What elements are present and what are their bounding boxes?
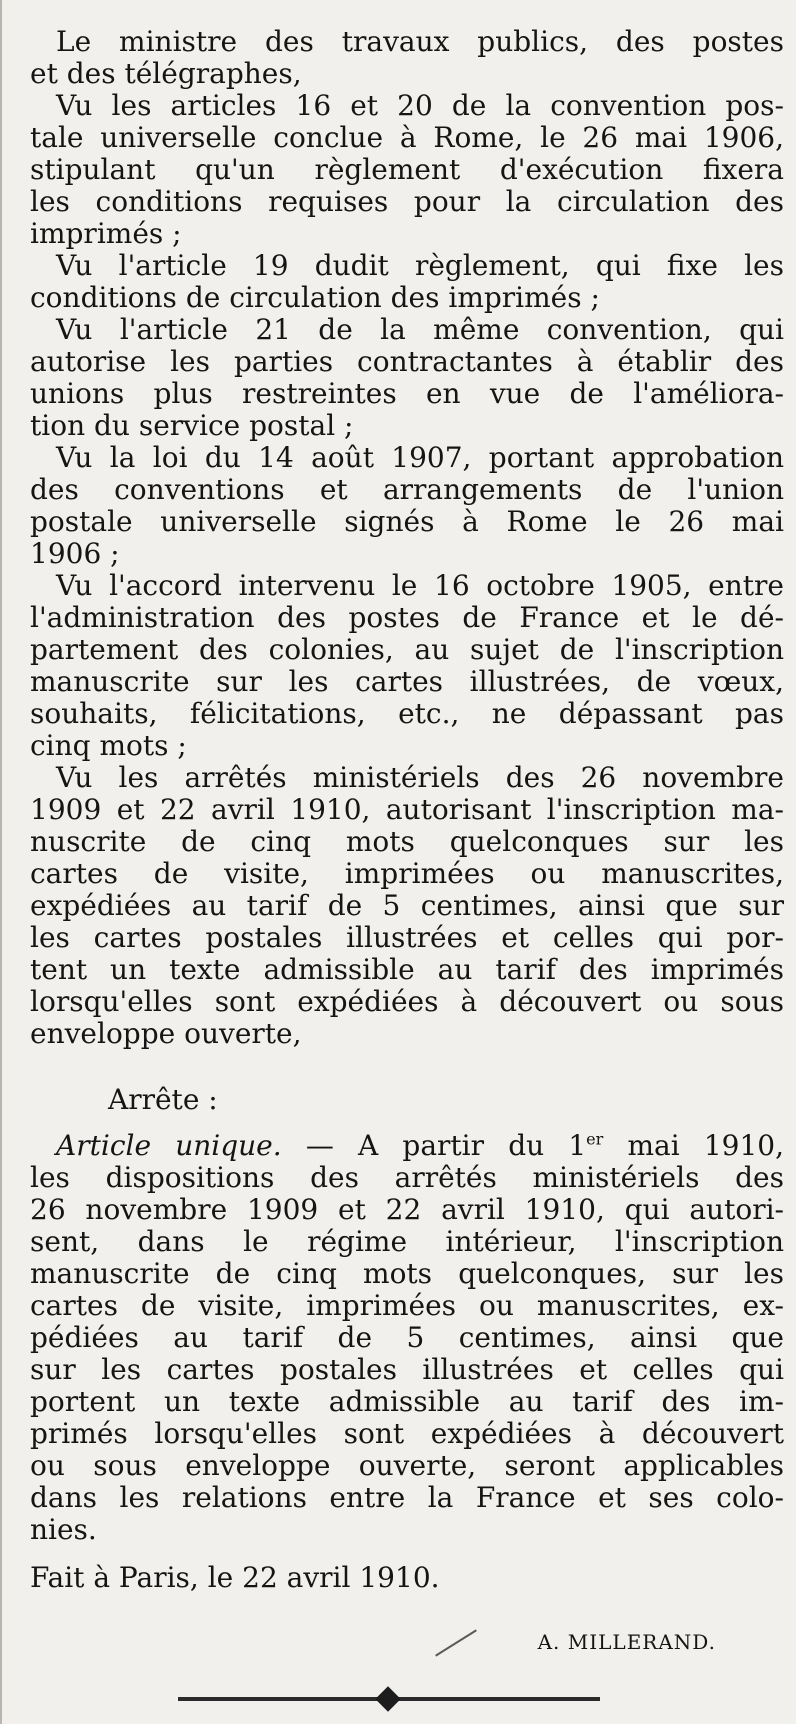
paragraph-line: Vu les arrêtés ministériels des 26 novembre <box>56 761 784 794</box>
paragraph-line: tent un texte admissible au tarif des imprimés <box>30 953 784 986</box>
article-line: 26 novembre 1909 et 22 avril 1910, qui autori- <box>30 1193 784 1226</box>
paragraph-line: tion du service postal ; <box>30 409 354 442</box>
article-body <box>30 1162 784 1546</box>
paragraph-line: tale universelle conclue à Rome, le 26 mai 1906, <box>30 121 784 154</box>
paragraph-line: cinq mots ; <box>30 729 187 762</box>
paragraph-line: 1909 et 22 avril 1910, autorisant l'inscription ma- <box>30 793 784 826</box>
paragraph-line: enveloppe ouverte, <box>30 1017 302 1050</box>
paragraph-line: Vu la loi du 14 août 1907, portant approbation <box>56 441 784 474</box>
article-line: portent un texte admissible au tarif des im- <box>30 1385 784 1418</box>
paragraph-line: expédiées au tarif de 5 centimes, ainsi que sur <box>30 889 784 922</box>
article-line: les dispositions des arrêtés ministériels des <box>30 1161 784 1194</box>
paragraph-line: autorise les parties contractantes à établir des <box>30 345 784 378</box>
paragraph-line: Vu l'article 21 de la même convention, qui <box>56 313 784 346</box>
paragraph-line: lorsqu'elles sont expédiées à découvert ou sous <box>30 985 784 1018</box>
article-title: Article unique. <box>56 1129 282 1162</box>
paragraph-line: cartes de visite, imprimées ou manuscrites, <box>30 857 784 890</box>
paragraph-line: Vu l'accord intervenu le 16 octobre 1905, entre <box>56 569 784 602</box>
article-line: primés lorsqu'elles sont expédiées à découvert <box>30 1417 784 1450</box>
paragraph-line: stipulant qu'un règlement d'exécution fixera <box>30 153 784 186</box>
article-line: ou sous enveloppe ouverte, seront applicables <box>30 1449 784 1482</box>
paragraph-line: postale universelle signés à Rome le 26 mai <box>30 505 784 538</box>
article-date-text: mai 1910, <box>603 1129 784 1162</box>
paragraph-line: Le ministre des travaux publics, des postes <box>56 25 784 58</box>
paragraph-line: Vu l'article 19 dudit règlement, qui fixe les <box>56 249 784 282</box>
paragraph-line: souhaits, félicitations, etc., ne dépassant pas <box>30 697 784 730</box>
paragraph-line: des conventions et arrangements de l'union <box>30 473 784 506</box>
article-line: cartes de visite, imprimées ou manuscrites, ex- <box>30 1289 784 1322</box>
paragraph-line: l'administration des postes de France et le dé- <box>30 601 784 634</box>
article-superscript: er <box>586 1129 604 1149</box>
article-line: manuscrite de cinq mots quelconques, sur les <box>30 1257 784 1290</box>
article-lead-text: — A partir du 1 <box>281 1129 587 1162</box>
paragraph-line: conditions de circulation des imprimés ; <box>30 281 600 314</box>
article-line: sent, dans le régime intérieur, l'inscription <box>30 1225 784 1258</box>
paragraph-line: les conditions requises pour la circulation des <box>30 185 784 218</box>
arrete-heading: Arrête : <box>108 1083 218 1116</box>
paragraph-line: partement des colonies, au sujet de l'inscription <box>30 633 784 666</box>
paragraph-line: les cartes postales illustrées et celles qui por- <box>30 921 784 954</box>
article-line: pédiées au tarif de 5 centimes, ainsi que <box>30 1321 784 1354</box>
paragraph-line: manuscrite sur les cartes illustrées, de vœux, <box>30 665 784 698</box>
preamble <box>30 26 784 1050</box>
article-first-line <box>30 1130 784 1162</box>
paragraph-line: et des télégraphes, <box>30 57 302 90</box>
paragraph-line: imprimés ; <box>30 217 182 250</box>
article-line: dans les relations entre la France et ses colo- <box>30 1481 784 1514</box>
article-line: sur les cartes postales illustrées et celles qui <box>30 1353 784 1386</box>
paragraph-line: 1906 ; <box>30 537 120 570</box>
signature: A. MILLERAND. <box>537 1630 716 1654</box>
closing-line: Fait à Paris, le 22 avril 1910. <box>30 1561 440 1594</box>
paragraph-line: nuscrite de cinq mots quelconques sur les <box>30 825 784 858</box>
paragraph-line: unions plus restreintes en vue de l'améliora- <box>30 377 784 410</box>
article-line: nies. <box>30 1513 97 1546</box>
paragraph-line: Vu les articles 16 et 20 de la convention pos- <box>56 89 784 122</box>
